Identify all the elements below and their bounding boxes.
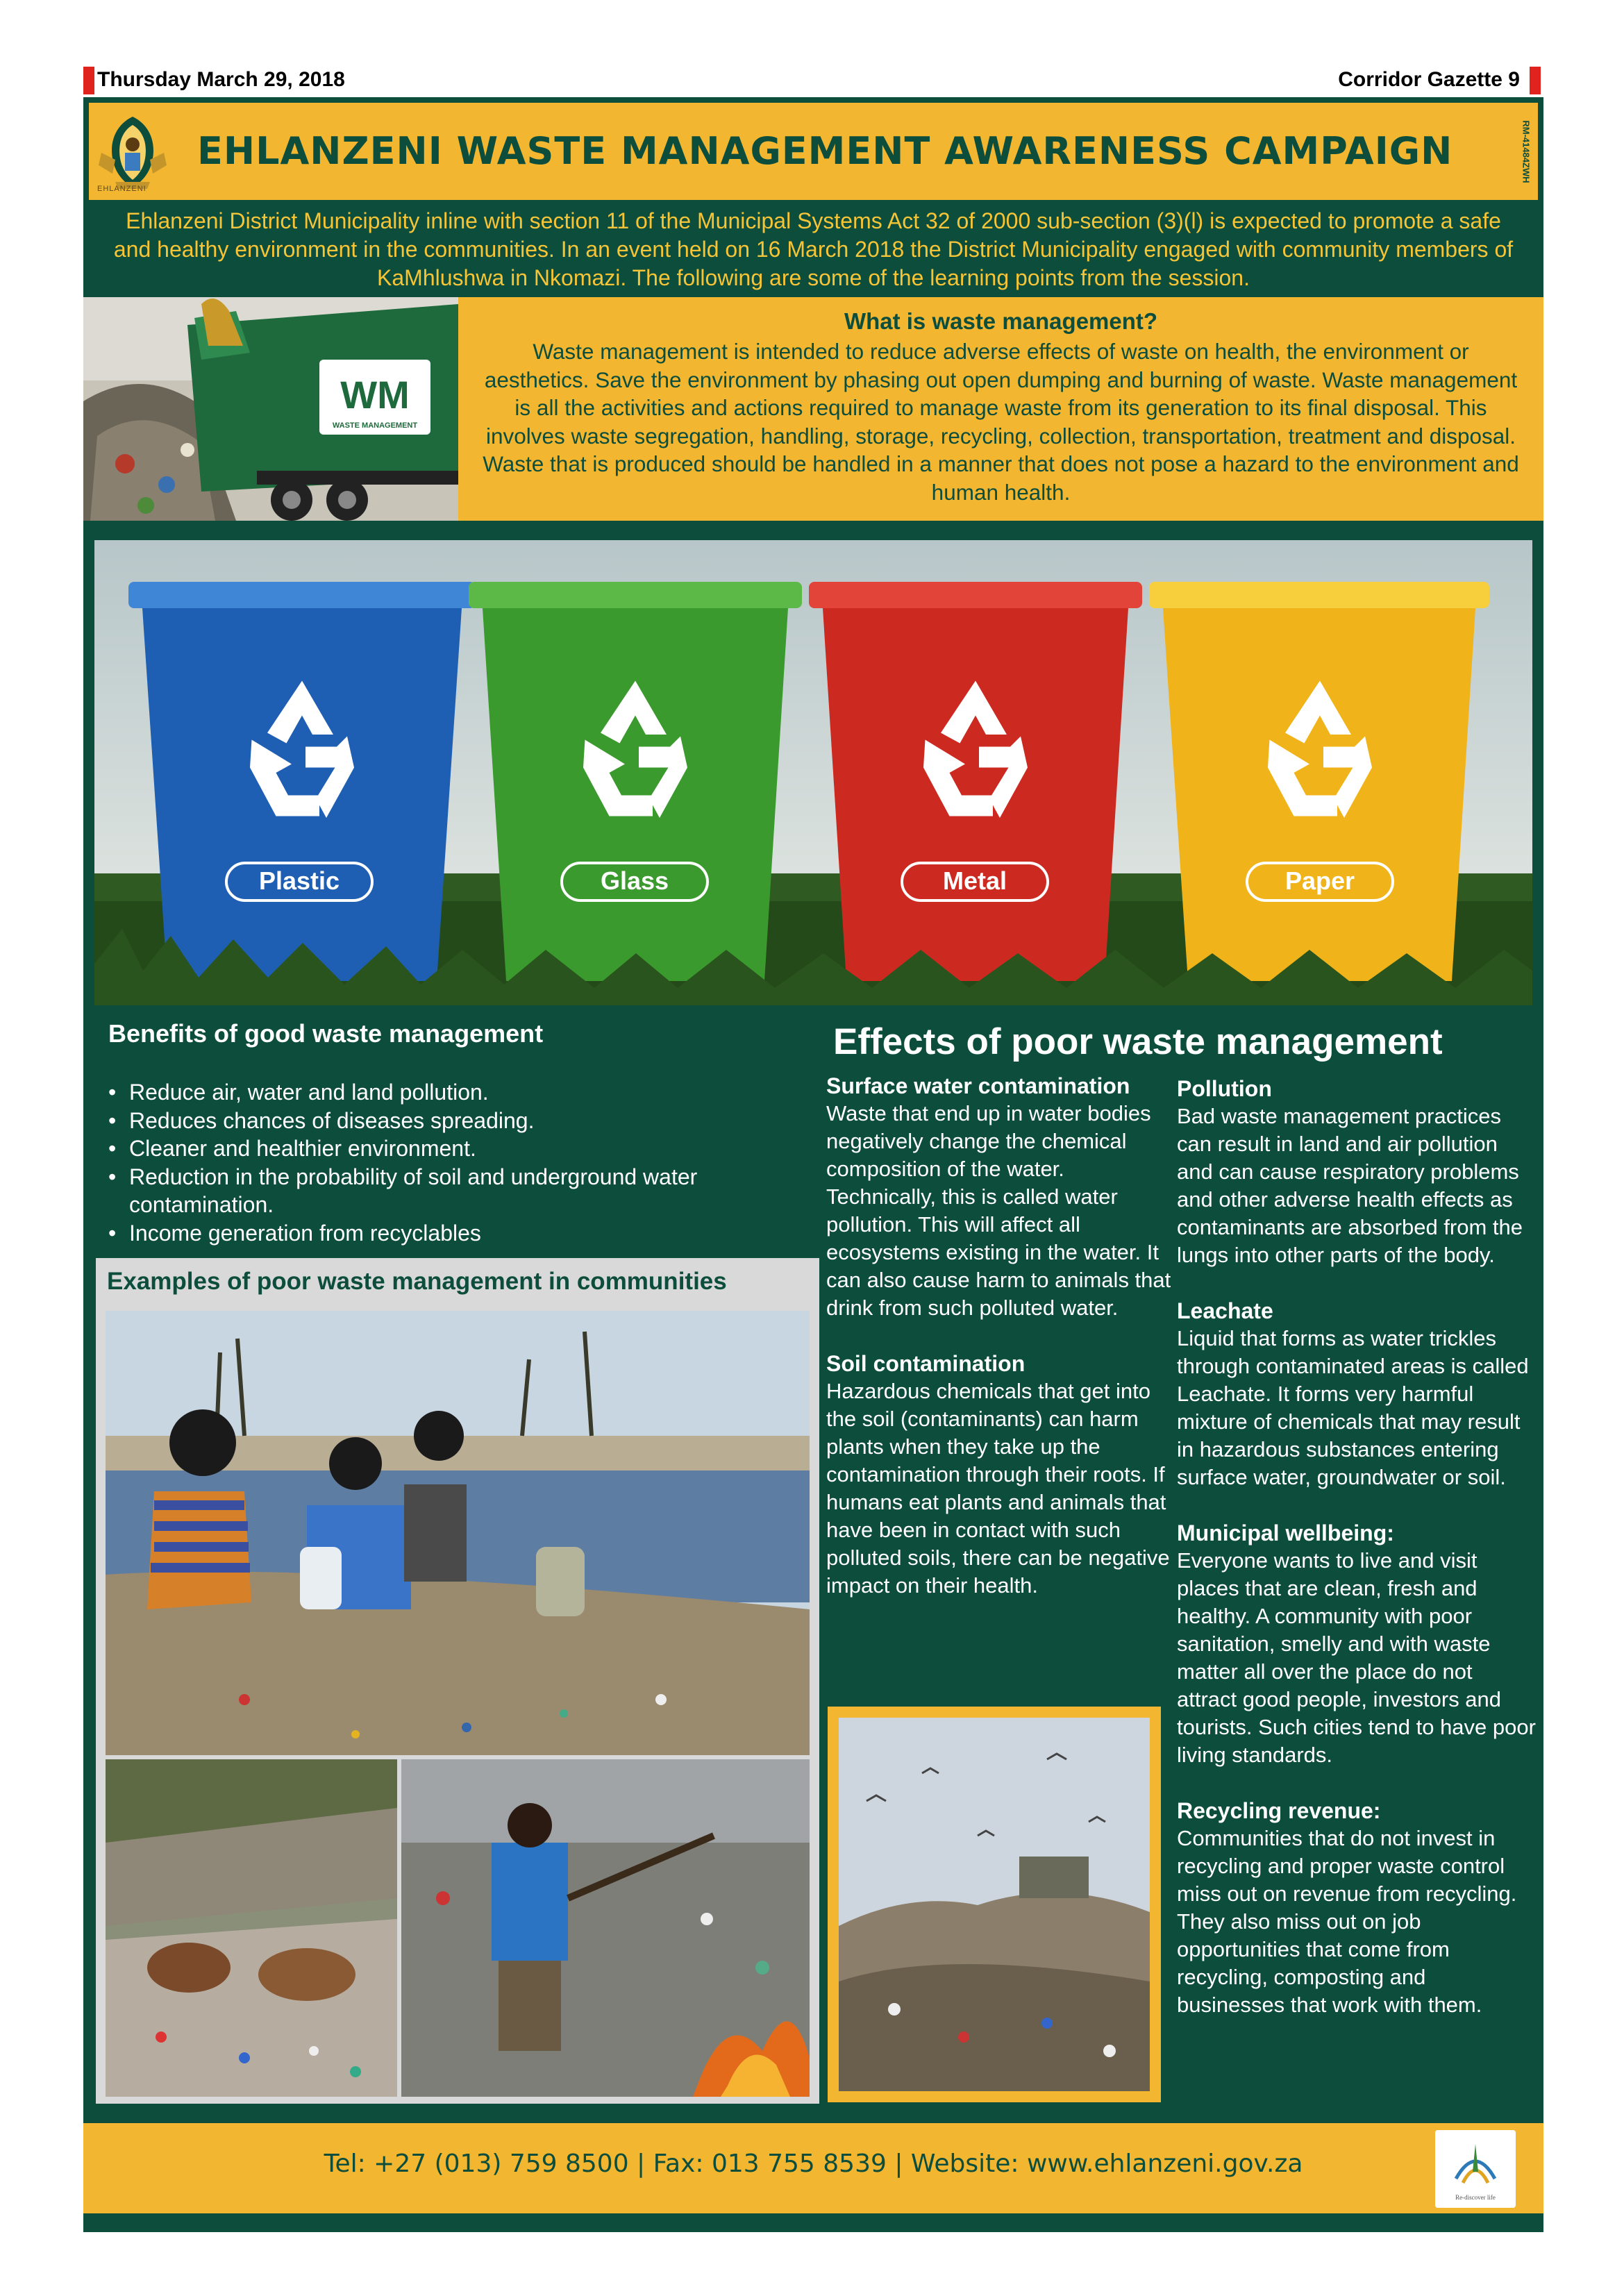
list-item: • Reduction in the probability of soil and underground water contamination.: [108, 1163, 830, 1219]
surface-water-heading: Surface water contamination: [826, 1073, 1130, 1098]
wellbeing-text: Everyone wants to live and visit places that are clean, fresh and healthy. A community with poor sanitation, smelly and with waste matter all over the place do not attract good people, investors and tourists. Such cities tend to have poor living standards.: [1177, 1548, 1536, 1767]
truck-logo-sub: WASTE MANAGEMENT: [332, 421, 418, 430]
bin-label: Paper: [1284, 866, 1355, 895]
tourism-logo-caption: Re-discover life: [1455, 2194, 1496, 2201]
recycling-text: Communities that do not invest in recycling and proper waste control miss out on revenue from recycling. They also miss out on job opportunities that come from recycling, composting and businesses that work with them.: [1177, 1826, 1517, 2017]
examples-heading: Examples of poor waste management in communities: [107, 1268, 727, 1295]
issue-date: Thursday March 29, 2018: [97, 68, 345, 91]
campaign-header: [89, 103, 1538, 200]
bin-glass: [469, 582, 802, 981]
landfill-photo-frame: [828, 1707, 1161, 2102]
surface-water-text: Waste that end up in water bodies negatively change the chemical composition of the water. Technically, this is called water pollution. This will affect all ecosystems existing in the water. It can also cause harm to animals that drink from such polluted water.: [826, 1101, 1171, 1320]
tourism-logo-icon: [1435, 2130, 1516, 2208]
crest-caption: EHLANZENI: [97, 185, 147, 193]
landfill-birds-photo: [839, 1718, 1150, 2091]
masthead: [0, 0, 1624, 97]
recycling-bins-photo: [94, 540, 1532, 1005]
waste-burning-photo: [401, 1759, 810, 2097]
wellbeing-heading: Municipal wellbeing:: [1177, 1520, 1394, 1545]
pollution-heading: Pollution: [1177, 1076, 1272, 1101]
pollution-text: Bad waste management practices can result in land and air pollution and can cause respiratory problems and other adverse health effects as contaminants are absorbed from the lungs into other parts of the body.: [1177, 1104, 1523, 1267]
advert-page: [83, 97, 1543, 2232]
what-is-text: Waste management is intended to reduce adverse effects of waste on health, the environment or aesthetics. Save the environment by phasing out open dumping and burning of waste. Waste management is all the activities and actions required to manage waste from its generation to its final disposal. This involves waste segregation, handling, storage, recycling, collection, transportation, treatment and disposal. Waste that is produced should be handled in a manner that does not pose a hazard to the environment and human health.: [483, 339, 1519, 505]
leachate-heading: Leachate: [1177, 1298, 1273, 1323]
bin-label: Glass: [600, 866, 669, 895]
effects-column-right: [1177, 1075, 1538, 2019]
bin-metal: [809, 582, 1142, 981]
intro-paragraph: Ehlanzeni District Municipality inline with section 11 of the Municipal Systems Act 32 of 2000 sub-section (3)(l) is expected to promote a safe and healthy environment in the communities. In an event held on 16 March 2018 the District Municipality engaged with community members of KaMhlushwa in Nkomazi. The following are some of the learning points from the session.: [113, 208, 1514, 290]
truck-logo: WM: [340, 373, 410, 417]
children-collecting-bottles-photo: [106, 1311, 810, 1755]
list-item: • Reduce air, water and land pollution.: [108, 1078, 830, 1107]
masthead-marker: [1530, 67, 1541, 94]
cows-on-waste-photo: [106, 1759, 397, 2097]
municipal-crest-icon: [94, 111, 171, 193]
ad-code: RM-41484ZWH: [1521, 119, 1532, 183]
effects-heading: Effects of poor waste management: [833, 1021, 1443, 1062]
list-item: • Cleaner and healthier environment.: [108, 1134, 830, 1163]
list-item: • Reduces chances of diseases spreading.: [108, 1107, 830, 1135]
contact-details: Tel: +27 (013) 759 8500 | Fax: 013 755 8539 | Website: www.ehlanzeni.gov.za: [324, 2150, 1303, 2178]
examples-box: [96, 1258, 819, 2104]
masthead-marker: [83, 67, 94, 94]
garbage-truck-photo: [83, 297, 458, 521]
bin-label: Metal: [942, 866, 1007, 895]
leachate-text: Liquid that forms as water trickles through contaminated areas is called Leachate. It forms very harmful mixture of chemicals that may result in hazardous substances entering surface water, groundwater or soil.: [1177, 1326, 1529, 1489]
what-is-box: [458, 297, 1543, 521]
publication-page: Corridor Gazette 9: [1338, 68, 1520, 91]
bin-plastic: [128, 582, 476, 981]
bin-label: Plastic: [258, 866, 340, 895]
bin-paper: [1149, 582, 1489, 981]
effects-column-left: [826, 1072, 1173, 1600]
list-item: • Income generation from recyclables: [108, 1219, 830, 1248]
soil-heading: Soil contamination: [826, 1351, 1026, 1376]
benefits-list: [108, 1078, 830, 1247]
soil-text: Hazardous chemicals that get into the soil (contaminants) can harm plants when they take up the contamination through their roots. If humans eat plants and animals that have been in contact with such polluted soils, there can be negative impact on their health.: [826, 1379, 1170, 1598]
contact-footer: [83, 2123, 1543, 2213]
what-is-heading: What is waste management?: [844, 308, 1158, 334]
benefits-heading: Benefits of good waste management: [108, 1019, 544, 1048]
recycling-heading: Recycling revenue:: [1177, 1798, 1381, 1823]
campaign-title: EHLANZENI WASTE MANAGEMENT AWARENESS CAMPAIGN: [197, 129, 1453, 173]
what-is-section: [83, 297, 1543, 521]
